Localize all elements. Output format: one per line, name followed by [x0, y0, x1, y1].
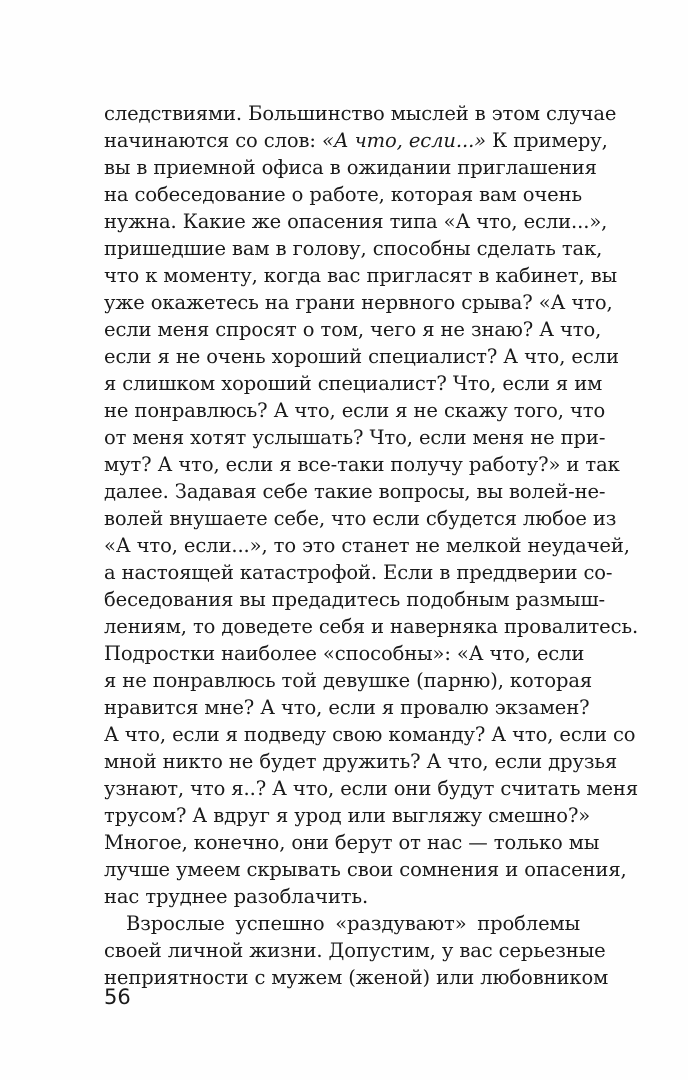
text-line: на собеседование о работе, которая вам очень: [104, 183, 582, 206]
text-line: если я не очень хороший специалист? А что, если: [104, 345, 619, 368]
page-number: 56: [104, 985, 131, 1009]
text-line: уже окажетесь на грани нервного срыва? «А что,: [104, 291, 613, 314]
text-line: мной никто не будет дружить? А что, если друзья: [104, 750, 618, 773]
text-line: [104, 127, 608, 154]
text-segment: начинаются со слов:: [104, 129, 322, 152]
text-line: Многое, конечно, они берут от нас — только мы: [104, 831, 600, 854]
text-line: мут? А что, если я все-таки получу работу?» и так: [104, 453, 620, 476]
text-line: следствиями. Большинство мыслей в этом случае: [104, 102, 617, 125]
text-line: нравится мне? А что, если я провалю экзамен?: [104, 696, 590, 719]
body-text: [104, 100, 639, 991]
text-line: что к моменту, когда вас пригласят в кабинет, вы: [104, 264, 618, 287]
text-line: не понравлюсь? А что, если я не скажу того, что: [104, 399, 606, 422]
text-line: пришедшие вам в голову, способны сделать так,: [104, 237, 603, 260]
text-line: своей личной жизни. Допустим, у вас серьезные: [104, 939, 606, 962]
text-line: я не понравлюсь той девушке (парню), которая: [104, 669, 593, 692]
text-line: лучше умеем скрывать свои сомнения и опасения,: [104, 858, 627, 881]
text-line: вы в приемной офиса в ожидании приглашения: [104, 156, 597, 179]
text-line: а настоящей катастрофой. Если в преддверии со-: [104, 561, 613, 584]
text-line: «А что, если...», то это станет не мелкой неудачей,: [104, 534, 630, 557]
text-line: трусом? А вдруг я урод или выгляжу смешно?»: [104, 804, 591, 827]
text-segment: К примеру,: [486, 129, 608, 152]
text-line: нужна. Какие же опасения типа «А что, если...»,: [104, 210, 608, 233]
italic-quote: «А что, если...»: [321, 129, 487, 152]
text-line: от меня хотят услышать? Что, если меня не при-: [104, 426, 606, 449]
text-line: А что, если я подведу свою команду? А что, если со: [104, 723, 636, 746]
text-line: я слишком хороший специалист? Что, если я им: [104, 372, 603, 395]
text-line: лениям, то доведете себя и наверняка провалитесь.: [104, 615, 639, 638]
text-line: нас труднее разоблачить.: [104, 885, 369, 908]
text-line: неприятности с мужем (женой) или любовником: [104, 966, 609, 989]
text-line: узнают, что я..? А что, если они будут считать меня: [104, 777, 639, 800]
text-line: если меня спросят о том, чего я не знаю? А что,: [104, 318, 602, 341]
text-line: Подростки наиболее «способны»: «А что, если: [104, 642, 585, 665]
text-line: волей внушаете себе, что если сбудется любое из: [104, 507, 617, 530]
text-line: далее. Задавая себе такие вопросы, вы волей-не-: [104, 480, 606, 503]
text-line: беседования вы предадитесь подобным размыш-: [104, 588, 605, 611]
text-line: Взрослые успешно «раздувают» проблемы: [126, 912, 580, 935]
